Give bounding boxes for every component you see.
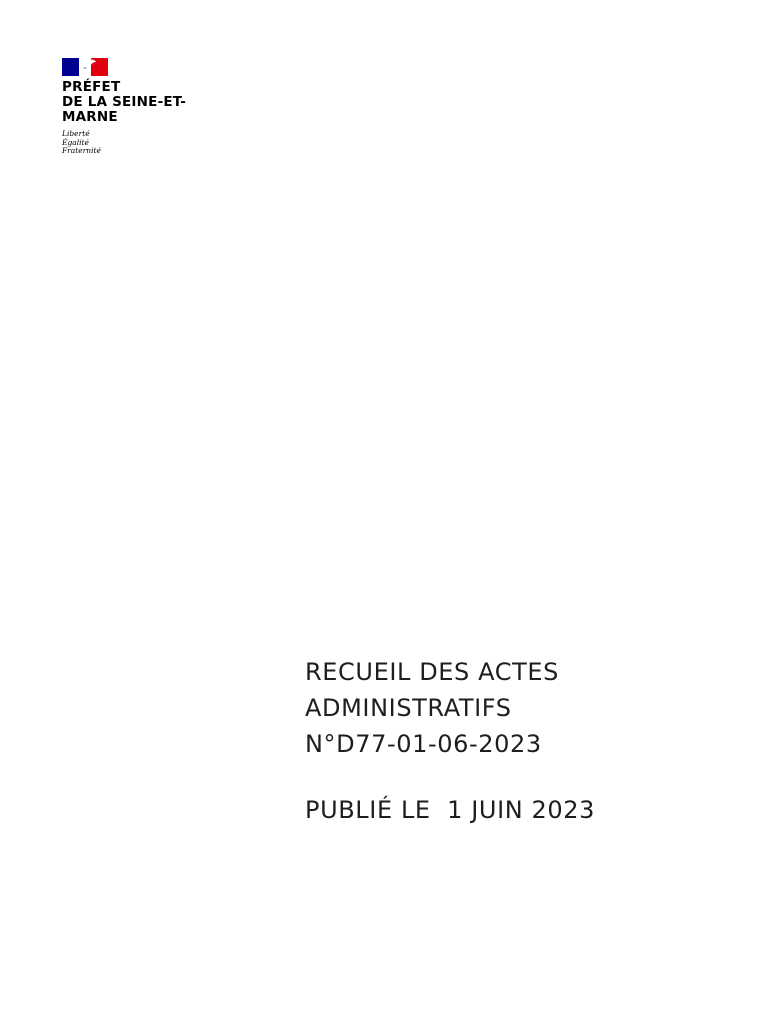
motto-egalite: Égalité <box>62 137 89 147</box>
title-line-3: N°D77-01-06-2023 <box>305 730 542 758</box>
prefecture-name-line-2: DE LA SEINE-ET- <box>62 94 187 110</box>
prefecture-name <box>62 80 212 125</box>
republic-motto <box>62 130 212 156</box>
prefecture-name-line-3: MARNE <box>62 109 118 125</box>
document-title <box>305 654 745 762</box>
title-line-2: ADMINISTRATIFS <box>305 694 512 722</box>
motto-fraternite: Fraternité <box>62 146 101 155</box>
title-line-1: RECUEIL DES ACTES <box>305 658 559 686</box>
marianne-flag-icon <box>62 58 108 76</box>
prefecture-name-line-1: PRÉFET <box>62 79 121 95</box>
publication-date: PUBLIÉ LE 1 JUIN 2023 <box>305 796 596 824</box>
prefecture-logo <box>62 58 212 156</box>
motto-liberte: Liberté <box>62 129 90 138</box>
